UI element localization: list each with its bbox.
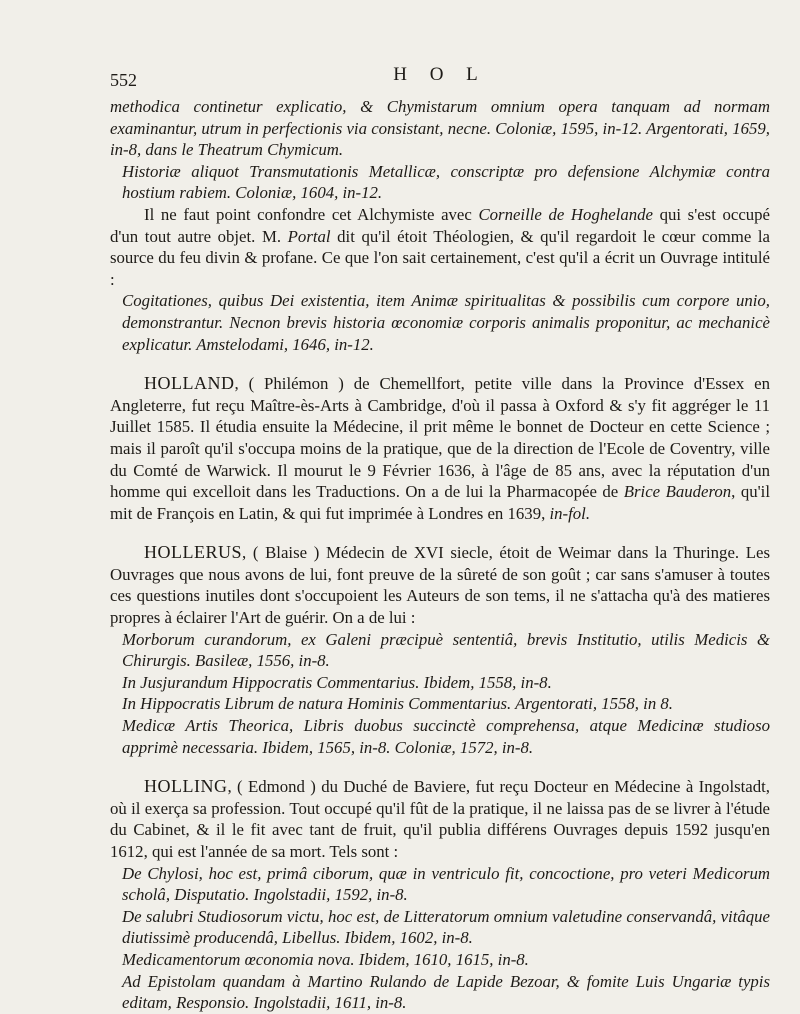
holland-text-2: , qu'il mit de François en Latin, & qui fut imprimée à Londres en 1639, [110,482,770,523]
entry-holland [110,373,770,524]
holling-work: De salubri Studiosorum victu, hoc est, de Litteratorum omnium valetudine conservandâ, vitâque diutissimè producendâ, Libellus. Ibidem, 1602, in-8. [122,906,770,948]
hoghelande-name: Corneille de Hoghelande [478,204,653,224]
holland-format: in-fol. [549,503,591,523]
entry-hollerus [110,542,770,628]
alchymist-text-3: dit qu'il étoit Théologien, & qu'il regardoit le cœur comme la source du feu divin & profane. Ce que l'on sait certainement, c'est qu'il a écrit un Ouvrage intitulé : [110,226,770,289]
alchymist-paragraph [110,204,770,290]
page-body [110,96,770,1014]
hollerus-work: Morborum curandorum, ex Galeni præcipuè sententiâ, brevis Institutio, utilis Medicis & Chirurgis. Basileæ, 1556, in-8. [122,629,770,671]
alchymist-text-1: Il ne faut point confondre cet Alchymiste avec [144,204,479,224]
page-number: 552 [110,70,137,90]
brice-bauderon-name: Brice Bauderon [623,482,732,502]
holling-work: Ad Epistolam quandam à Martino Rulando de Lapide Bezoar, & fomite Luis Ungariæ typis editam, Responsio. Ingolstadii, 1611, in-8. [122,971,770,1013]
theatrum-chymicum-title: Theatrum Chymicum. [197,140,344,160]
holling-work: Medicamentorum œconomia nova. Ibidem, 1610, 1615, in-8. [122,949,529,969]
cogitationes-citation: Cogitationes, quibus Dei existentia, item Animæ spiritualitas & possibilis cum corpore unio, demonstrantur. Necnon brevis historia œconomiæ corporis animalis proponitur, ac mechanicè explicatur. Amstelodami, 1646, in-12. [122,291,770,354]
holling-text: , ( Edmond ) du Duché de Baviere, fut reçu Docteur en Médecine à Ingolstadt, où il exerça sa profession. Tout occupé qu'il fût de la pratique, il ne laissa pas de se livrer à l'étude du Cabinet, & il le fit avec tant de fruit, qu'il publia différens Ouvrages depuis 1592 jusqu'en 1612, qui est l'année de sa mort. Tels sont : [110,777,770,861]
entry-holling [110,776,770,862]
intro-continuation [110,96,770,161]
hollerus-text: , ( Blaise ) Médecin de XVI siecle, étoit de Weimar dans la Thuringe. Les Ouvrages que nous avons de lui, font preuve de la sûreté de son goût ; car sans s'amuser à toutes ces questions inutiles dont s'occupoient les Auteurs de son tems, il ne s'attacha qu'à des matieres propres à éclairer l'Art de guérir. On a de lui : [110,543,770,628]
entry-name-hollerus: HOLLERUS [144,542,242,563]
historiae-citation: Historiæ aliquot Transmutationis Metallicæ, conscriptæ pro defensione Alchymiæ contra hostium rabiem. Coloniæ, 1604, in-12. [122,161,770,203]
entry-name-holland: HOLLAND [144,373,235,394]
hollerus-work: In Hippocratis Librum de natura Hominis Commentarius. Argentorati, 1558, in 8. [122,694,674,714]
intro-continuation-text: methodica continetur explicatio, & Chymistarum omnium opera tanquam ad normam examinantur, utrum in perfectionis via consistant, necne. Coloniæ, 1595, in-12. Argentorati, 1659, in-8, dans le [110,97,770,160]
entry-name-holling: HOLLING [144,776,228,797]
portal-name: Portal [287,226,331,246]
hollerus-work: Medicæ Artis Theorica, Libris duobus succinctè comprehensa, atque Medicinæ studioso apprimè necessaria. Ibidem, 1565, in-8. Coloniæ, 1572, in-8. [122,716,770,757]
holland-text-1: , ( Philémon ) de Chemellfort, petite ville dans la Province d'Essex en Angleterre, fut reçu Maître-ès-Arts à Cambridge, d'où il passa à Oxford & s'y fit aggréger le 11 Juillet 1585. Il étudia ensuite la Médecine, il prit même le bonnet de Docteur en cette Science ; mais il paroît qu'il s'occupa moins de la pratique, que de la direction de l'Ecole de Coventry, ville du Comté de Warwick. Il mourut le 9 Février 1636, à l'âge de 85 ans, avec la réputation d'un homme qui excelloit dans les Traductions. On a de lui la Pharmacopée de [110,374,770,502]
hollerus-work: In Jusjurandum Hippocratis Commentarius. Ibidem, 1558, in-8. [122,672,552,692]
alchymist-text-2: qui s'est occupé d'un tout autre objet. M. [110,204,771,246]
running-head: H O L [393,64,487,85]
holling-work: De Chylosi, hoc est, primâ ciborum, quæ in ventriculo fit, concoctione, pro veteri Medicorum scholâ, Disputatio. Ingolstadii, 1592, in-8. [122,863,770,905]
page-header [110,64,770,92]
